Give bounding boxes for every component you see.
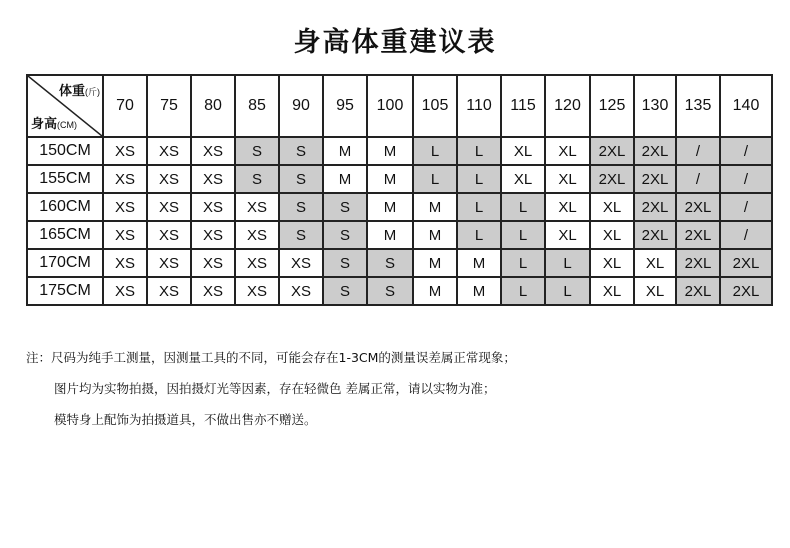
- height-unit: (CM): [57, 120, 78, 130]
- table-row: [27, 137, 772, 165]
- weight-header-cell: 95: [323, 75, 367, 137]
- size-cell: S: [279, 193, 323, 221]
- weight-header-cell: 125: [590, 75, 634, 137]
- size-cell: S: [367, 249, 413, 277]
- size-cell: M: [413, 249, 457, 277]
- size-cell: XL: [590, 221, 634, 249]
- size-cell: XL: [634, 249, 676, 277]
- size-cell: 2XL: [634, 165, 676, 193]
- size-cell: XL: [545, 193, 590, 221]
- size-cell: M: [367, 137, 413, 165]
- size-cell: L: [501, 193, 545, 221]
- weight-header-cell: 90: [279, 75, 323, 137]
- height-cell: 165CM: [27, 221, 103, 249]
- size-cell: S: [279, 165, 323, 193]
- height-cell: 155CM: [27, 165, 103, 193]
- corner-cell: [27, 75, 103, 137]
- size-cell: /: [720, 165, 772, 193]
- size-cell: 2XL: [590, 165, 634, 193]
- size-cell: XL: [590, 193, 634, 221]
- size-cell: XL: [590, 277, 634, 305]
- weight-header-cell: 80: [191, 75, 235, 137]
- size-cell: XS: [191, 165, 235, 193]
- size-cell: 2XL: [676, 221, 720, 249]
- size-cell: XS: [103, 221, 147, 249]
- size-cell: XS: [147, 249, 191, 277]
- weight-header-cell: 105: [413, 75, 457, 137]
- weight-header-cell: 100: [367, 75, 413, 137]
- height-label: 身高: [31, 116, 58, 131]
- size-cell: XS: [191, 193, 235, 221]
- size-cell: XS: [191, 277, 235, 305]
- size-cell: L: [413, 165, 457, 193]
- height-cell: 160CM: [27, 193, 103, 221]
- size-cell: XS: [279, 249, 323, 277]
- size-cell: M: [413, 277, 457, 305]
- height-cell: 150CM: [27, 137, 103, 165]
- table-row: [27, 193, 772, 221]
- size-cell: M: [413, 221, 457, 249]
- size-cell: 2XL: [634, 193, 676, 221]
- size-cell: S: [235, 137, 279, 165]
- size-chart-table: [26, 74, 773, 306]
- size-cell: L: [545, 277, 590, 305]
- weight-header-cell: 85: [235, 75, 279, 137]
- weight-axis-label: [59, 80, 100, 99]
- size-cell: S: [367, 277, 413, 305]
- weight-header-cell: 120: [545, 75, 590, 137]
- size-cell: XS: [103, 165, 147, 193]
- size-cell: XS: [235, 221, 279, 249]
- size-cell: M: [457, 277, 501, 305]
- weight-header-cell: 75: [147, 75, 191, 137]
- size-cell: M: [367, 221, 413, 249]
- weight-unit: (斤): [85, 87, 100, 97]
- size-cell: /: [720, 221, 772, 249]
- size-cell: XS: [147, 277, 191, 305]
- note-line: 图片均为实物拍摄，因拍摄灯光等因素，存在轻微色 差属正常，请以实物为准；: [54, 381, 496, 396]
- size-cell: XS: [147, 165, 191, 193]
- size-cell: XS: [279, 277, 323, 305]
- size-cell: L: [545, 249, 590, 277]
- size-cell: M: [457, 249, 501, 277]
- size-cell: XL: [545, 137, 590, 165]
- table-row: [27, 249, 772, 277]
- weight-header-cell: 110: [457, 75, 501, 137]
- table-row: [27, 165, 772, 193]
- size-chart-body: [27, 75, 772, 305]
- size-cell: S: [323, 249, 367, 277]
- size-cell: XL: [501, 137, 545, 165]
- weight-header-row: [27, 75, 772, 137]
- size-cell: L: [501, 277, 545, 305]
- weight-label: 体重: [58, 83, 85, 98]
- size-cell: XS: [235, 277, 279, 305]
- size-cell: 2XL: [676, 277, 720, 305]
- size-cell: L: [457, 137, 501, 165]
- size-cell: XS: [191, 249, 235, 277]
- height-cell: 175CM: [27, 277, 103, 305]
- size-cell: XS: [103, 137, 147, 165]
- size-cell: /: [676, 137, 720, 165]
- size-cell: S: [323, 193, 367, 221]
- table-row: [27, 221, 772, 249]
- size-cell: S: [323, 221, 367, 249]
- size-cell: M: [413, 193, 457, 221]
- weight-header-cell: 70: [103, 75, 147, 137]
- size-cell: XS: [147, 137, 191, 165]
- size-cell: L: [457, 221, 501, 249]
- size-cell: S: [279, 137, 323, 165]
- weight-header-cell: 130: [634, 75, 676, 137]
- size-cell: L: [457, 193, 501, 221]
- notes: [26, 342, 516, 435]
- size-cell: 2XL: [590, 137, 634, 165]
- size-cell: 2XL: [720, 277, 772, 305]
- size-cell: XS: [235, 193, 279, 221]
- size-cell: XL: [545, 165, 590, 193]
- size-cell: XL: [590, 249, 634, 277]
- height-cell: 170CM: [27, 249, 103, 277]
- size-cell: /: [720, 193, 772, 221]
- size-cell: 2XL: [634, 221, 676, 249]
- size-cell: L: [457, 165, 501, 193]
- weight-header-cell: 135: [676, 75, 720, 137]
- size-cell: XS: [147, 221, 191, 249]
- size-cell: XS: [191, 221, 235, 249]
- size-cell: XS: [103, 277, 147, 305]
- size-cell: M: [367, 193, 413, 221]
- weight-header-cell: 115: [501, 75, 545, 137]
- note-line: 模特身上配饰为拍摄道具，不做出售亦不赠送。: [54, 412, 317, 427]
- size-cell: XS: [235, 249, 279, 277]
- size-cell: S: [323, 277, 367, 305]
- size-cell: S: [279, 221, 323, 249]
- size-cell: XS: [103, 249, 147, 277]
- size-cell: 2XL: [634, 137, 676, 165]
- size-cell: XS: [191, 137, 235, 165]
- size-cell: L: [413, 137, 457, 165]
- size-cell: L: [501, 249, 545, 277]
- size-cell: XS: [147, 193, 191, 221]
- note-line: 注：尺码为纯手工测量，因测量工具的不同，可能会存在1-3CM的测量误差属正常现象；: [26, 350, 516, 365]
- size-cell: M: [367, 165, 413, 193]
- page-title: 身高体重建议表: [293, 27, 497, 58]
- size-cell: L: [501, 221, 545, 249]
- size-cell: 2XL: [676, 249, 720, 277]
- size-cell: M: [323, 165, 367, 193]
- weight-header-cell: 140: [720, 75, 772, 137]
- size-cell: XS: [103, 193, 147, 221]
- height-axis-label: [31, 113, 77, 132]
- size-cell: 2XL: [676, 193, 720, 221]
- table-row: [27, 277, 772, 305]
- size-cell: S: [235, 165, 279, 193]
- size-cell: XL: [545, 221, 590, 249]
- size-cell: M: [323, 137, 367, 165]
- size-cell: 2XL: [720, 249, 772, 277]
- size-cell: /: [720, 137, 772, 165]
- size-cell: XL: [634, 277, 676, 305]
- size-cell: /: [676, 165, 720, 193]
- size-cell: XL: [501, 165, 545, 193]
